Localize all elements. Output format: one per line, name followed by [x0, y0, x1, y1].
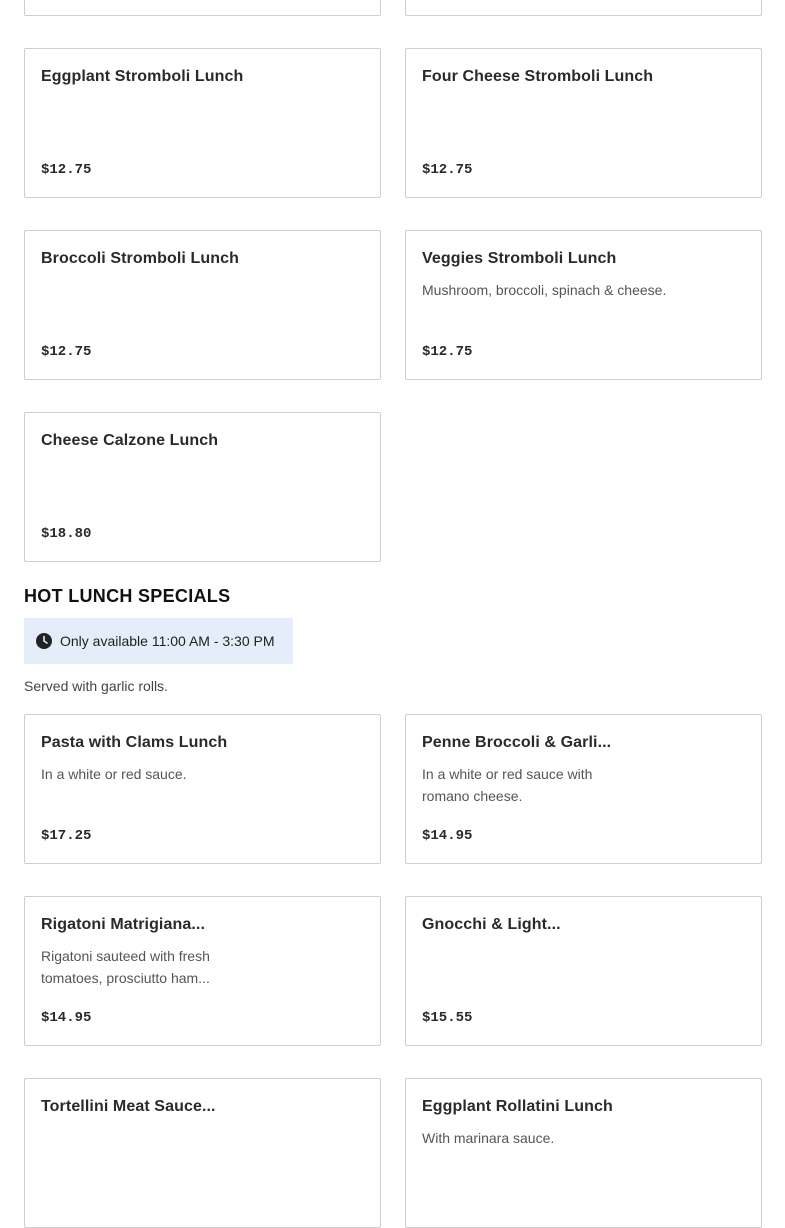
- availability-banner: [24, 618, 293, 664]
- menu-item-name: Tortellini Meat Sauce...: [41, 1098, 216, 1115]
- section-title: HOT LUNCH SPECIALS: [24, 586, 231, 606]
- menu-item-card[interactable]: [24, 48, 381, 198]
- menu-item-price: $14.95: [422, 828, 473, 844]
- menu-item-price: $15.55: [422, 1010, 473, 1026]
- menu-item-card[interactable]: [24, 896, 381, 1046]
- menu-item-card[interactable]: [24, 230, 381, 380]
- menu-item-price: $12.75: [41, 344, 92, 360]
- availability-text: Only available 11:00 AM - 3:30 PM: [60, 633, 275, 649]
- menu-item-card[interactable]: [405, 896, 762, 1046]
- menu-item-card[interactable]: [24, 412, 381, 562]
- menu-item-price: $12.75: [41, 162, 92, 178]
- menu-item-card[interactable]: [405, 714, 762, 864]
- clock-icon: [36, 633, 52, 649]
- section-note: Served with garlic rolls.: [24, 678, 168, 694]
- menu-item-name: Rigatoni Matrigiana...: [41, 916, 205, 933]
- menu-item-name: Veggies Stromboli Lunch: [422, 250, 617, 267]
- menu-item-price: $12.75: [422, 162, 473, 178]
- menu-item-card[interactable]: [405, 230, 762, 380]
- menu-item-name: Eggplant Rollatini Lunch: [422, 1098, 613, 1115]
- menu-item-name: Pasta with Clams Lunch: [41, 734, 228, 751]
- menu-item-name: Penne Broccoli & Garli...: [422, 734, 612, 751]
- menu-item-card[interactable]: [24, 714, 381, 864]
- menu-item-price: $14.95: [41, 1010, 92, 1026]
- menu-item-card[interactable]: [405, 48, 762, 198]
- menu-item-description: Rigatoni sauteed with fresh tomatoes, prosciutto ham...: [41, 948, 210, 986]
- menu-item-price: $18.80: [41, 526, 92, 542]
- menu-item-name: Gnocchi & Light...: [422, 916, 561, 933]
- menu-item-price: $12.75: [422, 344, 473, 360]
- menu-item-description: In a white or red sauce.: [41, 766, 187, 782]
- menu-item-description: Mushroom, broccoli, spinach & cheese.: [422, 282, 667, 298]
- menu-item-name: Four Cheese Stromboli Lunch: [422, 68, 654, 85]
- menu-item-card[interactable]: [24, 1078, 381, 1228]
- menu-item-card[interactable]: [24, 0, 381, 16]
- menu-item-price: $17.25: [41, 828, 92, 844]
- menu-item-card[interactable]: [405, 0, 762, 16]
- menu-item-card[interactable]: [405, 1078, 762, 1228]
- menu-item-description: With marinara sauce.: [422, 1130, 555, 1146]
- menu-item-description: In a white or red sauce with romano cheese.: [422, 766, 593, 804]
- menu-item-name: Cheese Calzone Lunch: [41, 432, 219, 449]
- menu-item-name: Eggplant Stromboli Lunch: [41, 68, 244, 85]
- menu-item-name: Broccoli Stromboli Lunch: [41, 250, 239, 267]
